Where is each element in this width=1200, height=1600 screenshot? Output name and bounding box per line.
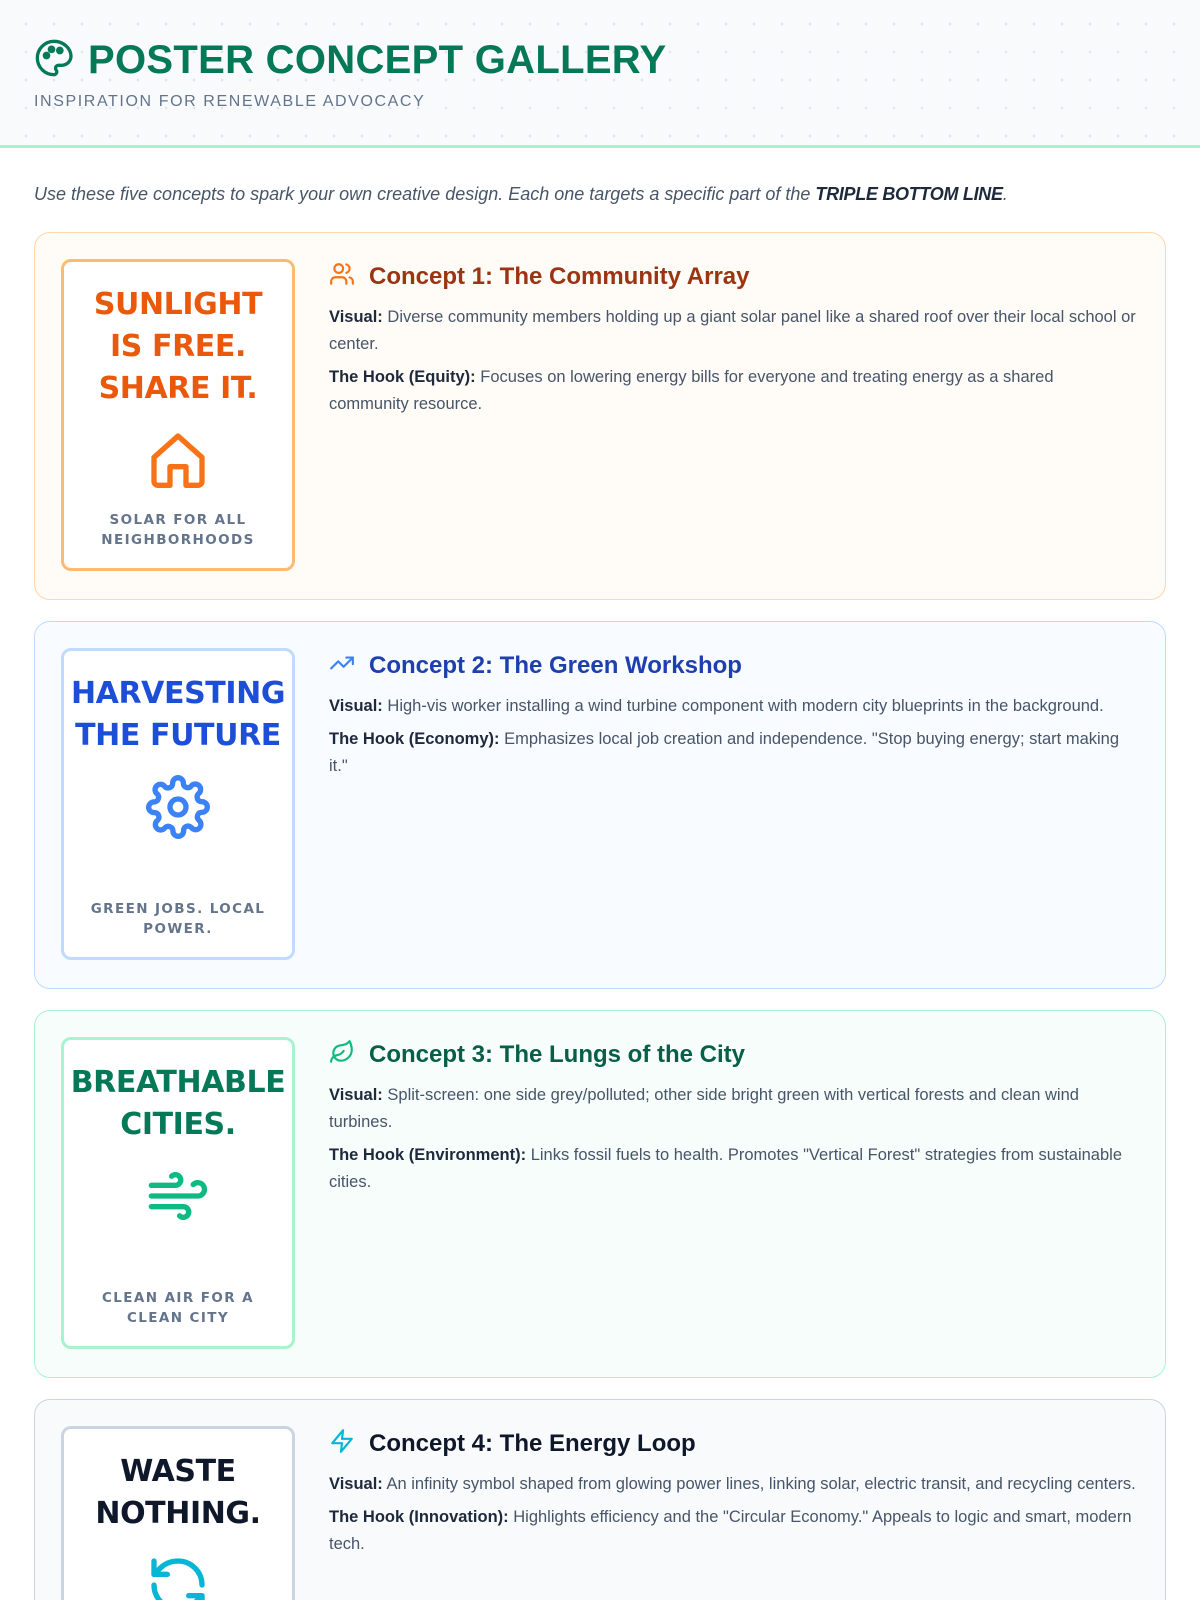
- concept-visual: [329, 1471, 1137, 1498]
- concept-hook: [329, 726, 1137, 780]
- poster-headline: [95, 1451, 260, 1535]
- hook-label: The Hook (Innovation):: [329, 1508, 509, 1526]
- refresh-icon: [146, 1553, 210, 1600]
- concept-details: [295, 259, 1137, 573]
- concept-hook: [329, 364, 1137, 418]
- poster-headline-line: BREATHABLE: [70, 1065, 286, 1100]
- hook-label: The Hook (Equity):: [329, 368, 476, 386]
- concept-card: [34, 232, 1166, 600]
- intro-text: [34, 184, 1166, 205]
- intro-body: Use these five concepts to spark your own creative design. Each one targets a specific part of the: [34, 184, 816, 204]
- poster-preview: [61, 1426, 295, 1600]
- hook-text: Emphasizes local job creation and independence. "Stop buying energy; start making it.": [329, 730, 1120, 775]
- poster-tagline: CLEAN AIR FOR A CLEAN CITY: [102, 1290, 254, 1326]
- poster-tagline: SOLAR FOR ALL NEIGHBORHOODS: [101, 512, 255, 548]
- concept-header: [329, 650, 1137, 681]
- poster-headline-line: SUNLIGHT: [93, 287, 263, 322]
- concept-card: [34, 1010, 1166, 1378]
- hook-text: Links fossil fuels to health. Promotes "Vertical Forest" strategies from sustainable cities.: [329, 1146, 1122, 1191]
- concept-hook: [329, 1504, 1137, 1558]
- concept-visual: [329, 1082, 1137, 1136]
- hook-text: Focuses on lowering energy bills for everyone and treating energy as a shared community resource.: [329, 368, 1054, 413]
- visual-text: An infinity symbol shaped from glowing power lines, linking solar, electric transit, and recycling centers.: [386, 1475, 1136, 1493]
- poster-headline-line: HARVESTING: [70, 676, 286, 711]
- concept-header: [329, 261, 1137, 292]
- gear-icon: [146, 775, 210, 844]
- concept-header: [329, 1039, 1137, 1070]
- leaf-icon: [329, 1039, 369, 1070]
- poster-headline: [71, 673, 285, 757]
- poster-preview: [61, 1037, 295, 1349]
- hook-text: Highlights efficiency and the "Circular Economy." Appeals to logic and smart, modern tech.: [329, 1508, 1132, 1553]
- users-icon: [329, 261, 369, 292]
- title-row: [34, 38, 1166, 83]
- concept-card: [34, 621, 1166, 989]
- poster-headline: [94, 284, 262, 410]
- concept-visual: [329, 693, 1137, 720]
- page-header: [0, 0, 1200, 148]
- poster-headline-line: WASTE: [120, 1454, 236, 1489]
- concept-list: [34, 232, 1166, 1600]
- concept-title: Concept 2: The Green Workshop: [369, 651, 742, 679]
- intro-end: .: [1002, 184, 1008, 204]
- intro-emphasis: TRIPLE BOTTOM LINE: [815, 184, 1003, 204]
- concept-details: [295, 1037, 1137, 1351]
- concept-title: Concept 4: The Energy Loop: [369, 1429, 696, 1457]
- hook-label: The Hook (Economy):: [329, 730, 500, 748]
- page-subtitle: INSPIRATION FOR RENEWABLE ADVOCACY: [34, 93, 426, 110]
- trending-up-icon: [329, 650, 369, 681]
- poster-preview: [61, 259, 295, 571]
- concept-header: [329, 1428, 1137, 1459]
- palette-icon: [34, 38, 88, 83]
- visual-label: Visual:: [329, 308, 383, 326]
- wind-icon: [146, 1164, 210, 1233]
- poster-headline-line: THE FUTURE: [75, 718, 281, 753]
- concept-card: [34, 1399, 1166, 1600]
- zap-icon: [329, 1428, 369, 1459]
- poster-headline-line: NOTHING.: [95, 1496, 261, 1531]
- poster-headline-line: SHARE IT.: [98, 371, 258, 406]
- poster-headline-line: CITIES.: [120, 1107, 236, 1142]
- visual-label: Visual:: [329, 1086, 383, 1104]
- visual-text: Split-screen: one side grey/polluted; other side bright green with vertical forests and clean wind turbines.: [329, 1086, 1079, 1131]
- poster-preview: [61, 648, 295, 960]
- concept-details: [295, 1426, 1137, 1600]
- concept-visual: [329, 304, 1137, 358]
- hook-label: The Hook (Environment):: [329, 1146, 527, 1164]
- concept-hook: [329, 1142, 1137, 1196]
- visual-text: Diverse community members holding up a giant solar panel like a shared roof over their local school or center.: [329, 308, 1136, 353]
- concept-details: [295, 648, 1137, 962]
- visual-text: High-vis worker installing a wind turbine component with modern city blueprints in the background.: [387, 697, 1104, 715]
- concept-title: Concept 3: The Lungs of the City: [369, 1040, 745, 1068]
- poster-headline-line: IS FREE.: [109, 329, 246, 364]
- home-icon: [146, 428, 210, 497]
- poster-headline: [71, 1062, 286, 1146]
- poster-tagline: GREEN JOBS. LOCAL POWER.: [90, 901, 266, 937]
- visual-label: Visual:: [329, 1475, 383, 1493]
- visual-label: Visual:: [329, 697, 383, 715]
- concept-title: Concept 1: The Community Array: [369, 262, 750, 290]
- page-title: POSTER CONCEPT GALLERY: [88, 38, 667, 82]
